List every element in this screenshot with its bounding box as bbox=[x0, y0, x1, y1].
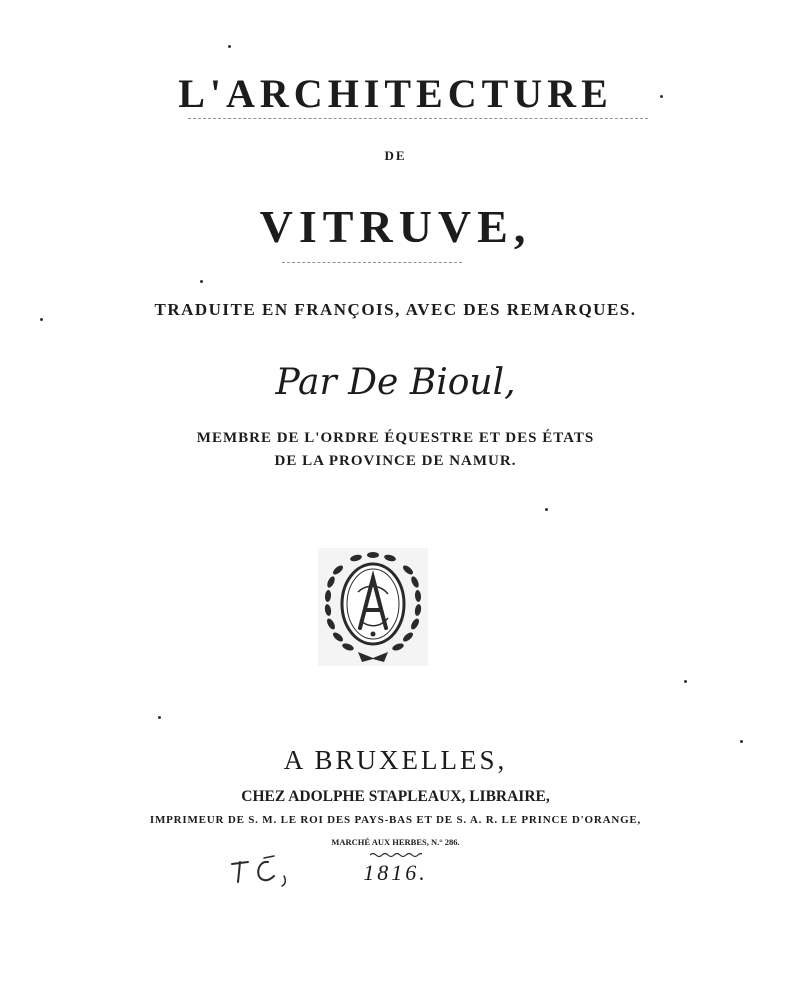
imprint-publisher: CHEZ ADOLPHE STAPLEAUX, LIBRAIRE, bbox=[241, 788, 550, 805]
author-rule bbox=[282, 262, 462, 263]
imprint-address: MARCHÉ AUX HERBES, N.° 286. bbox=[331, 837, 460, 847]
imprint-city: A BRUXELLES, bbox=[283, 745, 508, 775]
subtitle: TRADUITE EN FRANÇOIS, AVEC DES REMARQUES. bbox=[154, 300, 637, 319]
wavy-rule bbox=[370, 852, 422, 858]
scan-speck bbox=[660, 95, 663, 98]
scan-speck bbox=[40, 318, 43, 321]
scan-speck bbox=[545, 508, 548, 511]
handwritten-mark-icon bbox=[228, 854, 294, 890]
scan-speck bbox=[228, 45, 231, 48]
title-connector: DE bbox=[384, 148, 407, 163]
scan-speck bbox=[158, 716, 161, 719]
translator-quality-line-2: DE LA PROVINCE DE NAMUR. bbox=[274, 453, 517, 469]
wreath-monogram-icon bbox=[318, 548, 428, 666]
title-rule bbox=[188, 118, 648, 119]
scan-speck bbox=[684, 680, 687, 683]
scan-speck bbox=[740, 740, 743, 743]
imprint-year: 1816. bbox=[363, 860, 428, 885]
translator-quality-line-1: MEMBRE DE L'ORDRE ÉQUESTRE ET DES ÉTATS bbox=[196, 430, 595, 446]
imprint-printer: IMPRIMEUR DE S. M. LE ROI DES PAYS-BAS ET DE S. A. R. LE PRINCE D'ORANGE, bbox=[149, 814, 642, 826]
book-title: L'ARCHITECTURE bbox=[178, 71, 613, 116]
scan-speck bbox=[200, 280, 203, 283]
translator-byline: Par De Bioul, bbox=[275, 362, 516, 403]
author-name: VITRUVE, bbox=[259, 201, 532, 252]
